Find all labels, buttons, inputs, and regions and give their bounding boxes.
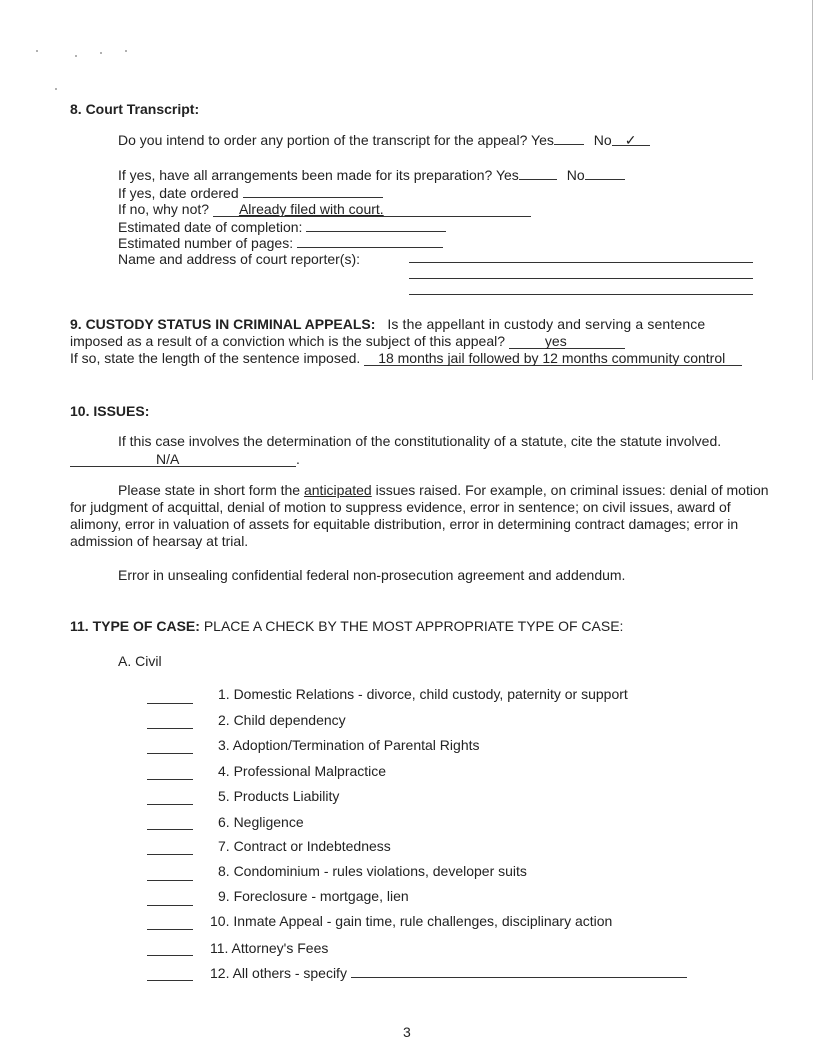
case-type-item: 2. Child dependency [218,712,346,728]
scan-speck [75,55,77,57]
completion-date-question: Estimated date of completion: [118,218,446,235]
case-type-checkbox[interactable] [147,905,193,906]
case-type-checkbox[interactable] [147,880,193,881]
case-type-checkbox[interactable] [147,929,193,930]
other-specify-blank[interactable] [351,964,687,978]
arrangements-no-blank[interactable] [585,166,625,180]
case-type-item: 10. Inmate Appeal - gain time, rule challenges, disciplinary action [210,913,613,929]
case-type-checkbox[interactable] [147,779,193,780]
case-type-item: 7. Contract or Indebtedness [218,838,391,854]
scan-speck [125,50,127,52]
reporter-line-1[interactable] [409,262,753,263]
case-type-item: 3. Adoption/Termination of Parental Rights [218,737,480,753]
date-ordered-blank[interactable] [243,184,383,198]
statute-answer-line: N/A . [70,451,300,467]
reporter-line-2[interactable] [409,278,753,279]
case-type-item: 6. Negligence [218,814,304,830]
issues-prompt: Please state in short form the anticipated issues raised. For example, on criminal issues: denial of motion for judgment of acquittal, denial of motion to suppress evidence, error in sentence; on civil issues, award of alimony, error in valuation of assets for equitable distribution, error in determining contract damages; error in admission of hearsay at trial. [70,482,769,549]
case-type-item: 5. Products Liability [218,788,340,804]
custody-line-2: imposed as a result of a conviction which is the subject of this appeal? yes [70,333,625,349]
custody-line-1: 9. CUSTODY STATUS IN CRIMINAL APPEALS: Is the appellant in custody and serving a sentence [70,316,706,332]
case-type-checkbox[interactable] [147,829,193,830]
case-type-item: 9. Foreclosure - mortgage, lien [218,888,409,904]
case-type-checkbox[interactable] [147,980,193,981]
case-type-checkbox[interactable] [147,804,193,805]
case-type-checkbox[interactable] [147,955,193,956]
case-type-checkbox[interactable] [147,728,193,729]
case-type-checkbox[interactable] [147,703,193,704]
why-not-question: If no, why not? Already filed with court. [118,201,531,217]
date-ordered-question: If yes, date ordered [118,184,383,201]
section11-heading-line: 11. TYPE OF CASE: PLACE A CHECK BY THE MOST APPROPRIATE TYPE OF CASE: [70,618,624,634]
case-type-item: 11. Attorney's Fees [210,940,329,956]
reporter-question: Name and address of court reporter(s): [118,251,360,267]
pages-blank[interactable] [297,234,443,248]
civil-subheading: A. Civil [118,653,162,669]
reporter-line-3[interactable] [409,294,753,295]
issues-answer: Error in unsealing confidential federal non-prosecution agreement and addendum. [118,567,626,583]
case-type-checkbox[interactable] [147,753,193,754]
custody-answer[interactable]: yes [509,335,625,349]
order-yes-blank[interactable] [554,131,584,145]
pages-question: Estimated number of pages: [118,234,443,251]
scan-speck [100,52,102,54]
case-type-item: 4. Professional Malpractice [218,763,387,779]
why-not-answer[interactable]: Already filed with court. [213,203,531,217]
case-type-item: 8. Condominium - rules violations, developer suits [218,863,527,879]
scan-speck [36,50,38,52]
sentence-answer[interactable]: 18 months jail followed by 12 months community control [364,352,742,366]
arrangements-yes-blank[interactable] [519,166,557,180]
completion-date-blank[interactable] [306,218,446,232]
order-no-blank[interactable] [612,132,650,146]
checkmark-icon: ✓ [624,132,637,148]
arrangements-question: If yes, have all arrangements been made for its preparation? Yes No [118,166,625,183]
section8-heading: 8. Court Transcript: [70,101,200,117]
case-type-item: 12. All others - specify [210,964,687,981]
statute-question: If this case involves the determination of the constitutionality of a statute, cite the statute involved. [118,433,722,449]
case-type-checkbox[interactable] [147,854,193,855]
case-type-item: 1. Domestic Relations - divorce, child custody, paternity or support [218,686,628,702]
scan-speck [55,88,57,90]
page-number: 3 [403,1024,411,1040]
section10-heading: 10. ISSUES: [70,403,150,419]
custody-line-3: If so, state the length of the sentence imposed. 18 months jail followed by 12 months community control [70,350,742,366]
transcript-order-question: Do you intend to order any portion of the transcript for the appeal? Yes No ✓ [118,131,650,148]
scan-edge-rule [812,0,813,380]
statute-answer[interactable]: N/A [70,453,296,467]
